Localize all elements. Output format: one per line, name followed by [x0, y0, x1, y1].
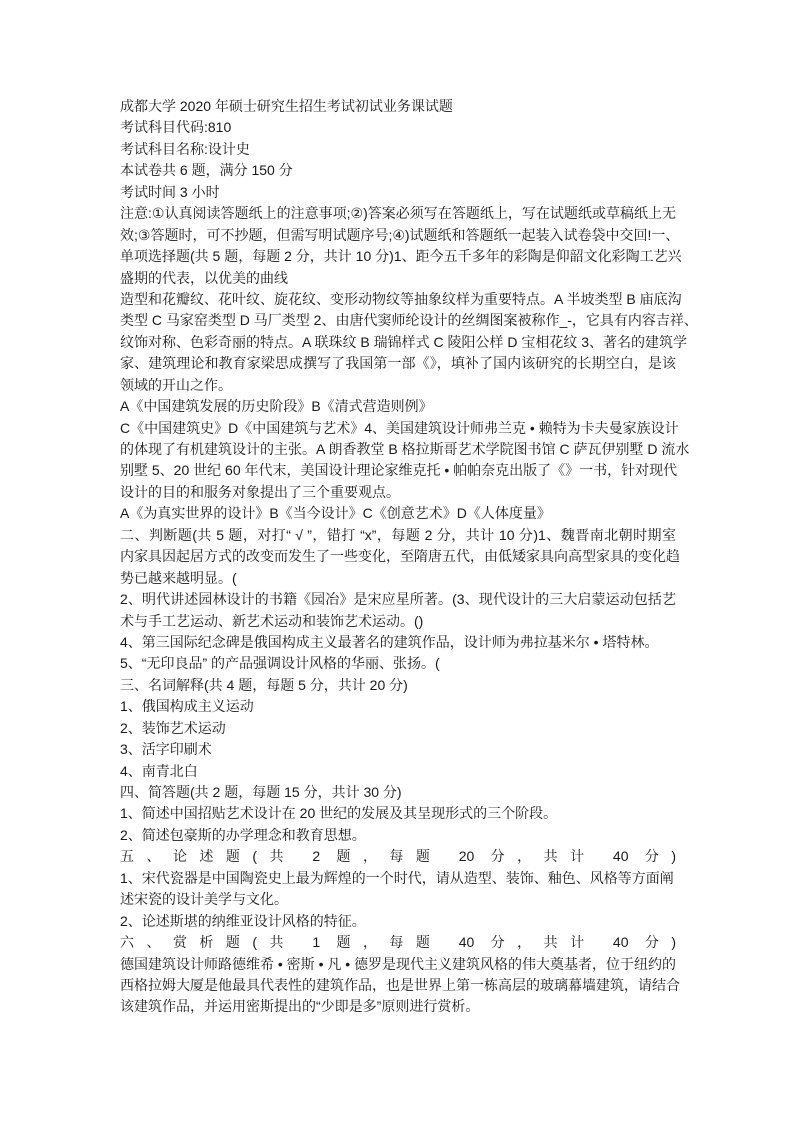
text-line: 5、“无印良品” 的产品强调设计风格的华丽、张扬。(: [120, 655, 440, 672]
text-line: 的体现了有机建筑设计的主张。A 朗香教堂 B 格拉斯哥艺术学院图书馆 C 萨瓦伊别墅 D 流水: [120, 441, 690, 457]
text-line: 注意:①认真阅读答题纸上的注意事项;②)答案必须写在答题纸上，写在试题纸或草稿纸上无: [120, 205, 676, 222]
text-line: 三、名词解释(共 4 题，每题 5 分，共计 20 分): [120, 676, 408, 693]
text-line: 1、简述中国招贴艺术设计在 20 世纪的发展及其呈现形式的三个阶段。: [120, 805, 558, 822]
text-line: 内家具因起居方式的改变而发生了一些变化，至隋唐五代，由低矮家具向高型家具的变化趋: [120, 548, 680, 565]
text-line: 别墅 5、20 世纪 60 年代末，美国设计理论家维克托 • 帕帕奈克出版了《》一书，针对现代: [120, 462, 678, 479]
text-line: 4、南青北白: [120, 762, 198, 779]
text-line: 3、活字印刷术: [120, 741, 212, 758]
text-line: 2、明代讲述园林设计的书籍《园冶》是宋应星所著。(3、现代设计的三大启蒙运动包括艺: [120, 591, 676, 608]
text-line: 二、判断题(共 5 题，对打“ √ ”，错打 “x”，每题 2 分，共计 10 分)1、魏晋南北朝时期室: [120, 526, 676, 543]
text-line: 1、宋代瓷器是中国陶瓷史上最为辉煌的一个时代，请从造型、装饰、釉色、风格等方面阐: [120, 869, 674, 886]
exam-title: 成都大学 2020 年硕士研究生招生考试初试业务课试题: [120, 98, 453, 114]
text-line: 四、简答题(共 2 题，每题 15 分，共计 30 分): [120, 784, 402, 800]
text-line: 势已越来越明显。(: [120, 569, 237, 586]
text-line: 该建筑作品，并运用密斯提出的“少即是多”原则进行赏析。: [120, 998, 480, 1015]
text-line: 家、建筑理论和教育家梁思成撰写了我国第一部《》，填补了国内该研究的长期空白，是该: [120, 355, 676, 372]
text-line: A《中国建筑发展的历史阶段》B《清式营造则例》: [120, 398, 433, 415]
text-line: 单项选择题(共 5 题，每题 2 分，共计 10 分)1、距今五千多年的彩陶是仰韶文化彩陶工艺兴: [120, 248, 682, 265]
text-line: 盛期的代表，以优美的曲线: [120, 269, 288, 286]
text-line: A《为真实世界的设计》B《当今设计》C《创意艺术》D《人体度量》: [120, 505, 551, 522]
text-line: 2、论述斯堪的纳维亚设计风格的特征。: [120, 912, 366, 929]
text-line: 造型和花瓣纹、花叶纹、旋花纹、变形动物纹等抽象纹样为重要特点。A 半坡类型 B 庙底沟: [120, 290, 682, 307]
text-line: 考试科目名称:设计史: [120, 140, 250, 157]
text-line: 2、简述包豪斯的办学理念和教育思想。: [120, 826, 366, 843]
text-line: 本试卷共 6 题，满分 150 分: [120, 162, 293, 179]
text-line: 2、装饰艺术运动: [120, 719, 226, 736]
text-line: 领域的开山之作。: [120, 376, 232, 393]
text-line: 4、第三国际纪念碑是俄国构成主义最著名的建筑作品，设计师为弗拉基米尔 • 塔特林。: [120, 633, 659, 650]
text-line: 述宋瓷的设计美学与文化。: [120, 891, 288, 908]
text-line: 术与手工艺运动、新艺术运动和装饰艺术运动。(): [120, 612, 424, 629]
text-line: 设计的目的和服务对象提出了三个重要观点。: [120, 483, 400, 500]
text-line: 考试科目代码:810: [120, 119, 232, 136]
text-line: 六、赏析题(共 1 题，每题 40 分，共计 40 分): [120, 934, 676, 951]
text-line: 德国建筑设计师路德维希 • 密斯 • 凡 • 德罗是现代主义建筑风格的伟大奠基者，位于纽约的: [120, 955, 677, 972]
text-line: 五、论述题(共 2 题，每题 20 分，共计 40 分): [120, 848, 676, 865]
text-line: C《中国建筑史》D《中国建筑与艺术》4、美国建筑设计师弗兰克 • 赖特为卡夫曼家族设计: [120, 419, 679, 436]
text-line: 纹饰对称、色彩奇丽的特点。A 联珠纹 B 瑞锦样式 C 陵阳公样 D 宝相花纹 3、著名的建筑学: [120, 333, 688, 350]
text-line: 类型 C 马家窑类型 D 马厂类型 2、由唐代窦师纶设计的丝绸图案被称作_-，它具有内容吉祥、: [120, 312, 698, 329]
text-line: 考试时间 3 小时: [120, 183, 220, 200]
text-line: 西格拉姆大厦是他最具代表性的建筑作品，也是世界上第一栋高层的玻璃幕墙建筑，请结合: [120, 976, 680, 993]
text-line: 效;③答题时，可不抄题，但需写明试题序号;④)试题纸和答题纸一起装入试卷袋中交回!一、: [120, 226, 680, 243]
exam-paper: [120, 96, 698, 1018]
text-line: 1、俄国构成主义运动: [120, 698, 254, 715]
